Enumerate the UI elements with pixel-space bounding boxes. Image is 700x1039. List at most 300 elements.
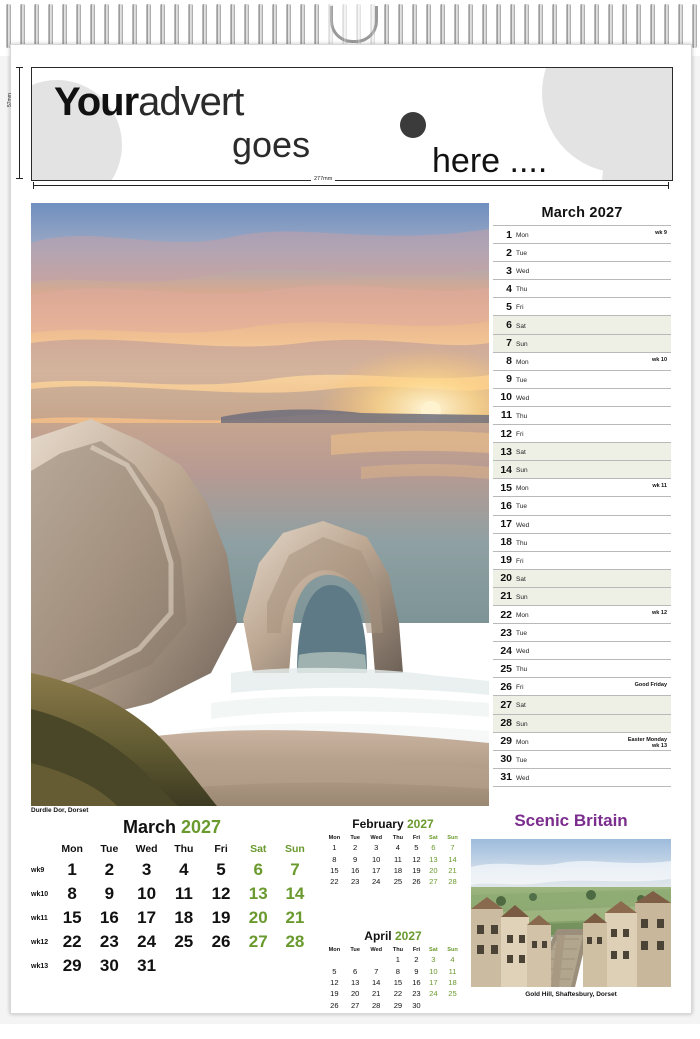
wire-loop xyxy=(76,4,81,48)
mini-date-cell[interactable]: 4 xyxy=(395,843,401,853)
day-note: wk 10 xyxy=(652,356,667,363)
day-number: 4 xyxy=(506,282,512,295)
date-cell[interactable]: 25 xyxy=(174,932,194,951)
day-row[interactable] xyxy=(493,279,671,297)
day-number: 5 xyxy=(506,300,512,313)
scenic-britain-title: Scenic Britain xyxy=(514,811,628,830)
date-cell[interactable] xyxy=(277,954,313,978)
wire-loop xyxy=(328,4,333,48)
date-cell[interactable]: 11 xyxy=(174,884,193,903)
mini-date-cell[interactable]: 26 xyxy=(412,877,421,887)
day-number: 15 xyxy=(500,481,512,494)
wire-loop xyxy=(440,4,445,48)
day-row[interactable] xyxy=(493,370,671,388)
week-row xyxy=(31,906,313,930)
wire-loop xyxy=(356,4,361,48)
day-name: Fri xyxy=(516,557,524,565)
day-row[interactable] xyxy=(493,334,671,352)
week-number: wk11 xyxy=(31,914,48,922)
day-name: Sun xyxy=(516,593,528,601)
date-cell[interactable]: 23 xyxy=(99,932,119,951)
durdle-door-illustration xyxy=(31,203,489,806)
mini-date-cell[interactable]: 13 xyxy=(350,977,360,987)
day-row[interactable] xyxy=(493,677,671,695)
day-name: Wed xyxy=(516,521,530,529)
day-name: Fri xyxy=(516,304,524,312)
month-column-title: March 2027 xyxy=(541,205,623,221)
date-cell[interactable]: 7 xyxy=(290,860,300,879)
mini-date-cell[interactable]: 14 xyxy=(371,977,381,987)
big-month-name: March xyxy=(122,817,176,837)
day-row[interactable] xyxy=(493,587,671,605)
mini-month-title-february xyxy=(323,817,463,831)
date-cell[interactable] xyxy=(240,954,277,978)
day-number: 18 xyxy=(500,536,512,549)
day-number: 31 xyxy=(500,771,512,784)
mini-date-cell[interactable]: 10 xyxy=(371,854,381,864)
mini-weekday-header: Fri xyxy=(412,947,420,953)
date-cell[interactable]: 13 xyxy=(248,884,268,903)
week-col-header xyxy=(31,842,54,858)
wire-loop xyxy=(230,4,235,48)
advert-width-label: 277mm xyxy=(311,176,335,182)
mini-date-cell[interactable]: 1 xyxy=(332,843,337,853)
mini-date-cell[interactable]: 5 xyxy=(414,843,419,853)
day-row[interactable] xyxy=(493,496,671,514)
mini-date-cell[interactable]: 15 xyxy=(393,977,403,987)
advert-height-guide xyxy=(19,67,20,179)
mini-date-cell[interactable]: 9 xyxy=(353,854,358,864)
advert-height-label: 57mm xyxy=(7,93,13,107)
wire-loop xyxy=(608,4,613,48)
mini-week-row xyxy=(323,876,463,887)
day-name: Sat xyxy=(516,449,526,457)
mini-date-cell[interactable]: 30 xyxy=(412,1000,421,1010)
mini-date-cell[interactable]: 21 xyxy=(448,865,457,875)
day-row[interactable] xyxy=(493,424,671,442)
scenic-britain-block xyxy=(471,811,671,1037)
mini-weekday-header: Tue xyxy=(350,947,360,953)
wire-loop xyxy=(272,4,277,48)
day-number: 25 xyxy=(500,662,512,675)
day-name: Mon xyxy=(516,612,529,620)
day-number: 11 xyxy=(500,409,512,422)
day-row[interactable] xyxy=(493,478,671,496)
wire-loop xyxy=(398,4,403,48)
mini-date-cell[interactable]: 25 xyxy=(393,877,403,887)
mini-date-cell[interactable]: 4 xyxy=(450,955,455,965)
wire-loop xyxy=(482,4,487,48)
date-cell[interactable]: 3 xyxy=(141,860,152,879)
day-name: Wed xyxy=(516,774,530,782)
mini-date-cell[interactable] xyxy=(425,1000,442,1011)
day-row[interactable] xyxy=(493,768,671,787)
mini-week-row xyxy=(323,988,463,999)
date-cell[interactable]: 8 xyxy=(67,884,77,903)
advert-line-3: here .... xyxy=(432,142,548,180)
advert-line-2: goes xyxy=(232,124,311,165)
day-name: Mon xyxy=(516,358,529,366)
day-name: Mon xyxy=(516,738,529,746)
wire-loop xyxy=(594,4,599,48)
mini-date-cell[interactable]: 16 xyxy=(350,865,360,875)
wire-loop xyxy=(118,4,123,48)
day-name: Sat xyxy=(516,322,526,330)
mini-date-cell[interactable]: 24 xyxy=(429,989,438,999)
wire-loop xyxy=(202,4,207,48)
wire-loop xyxy=(510,4,515,48)
mini-date-cell[interactable]: 23 xyxy=(350,877,360,887)
day-row[interactable] xyxy=(493,515,671,533)
mini-weekday-header: Sat xyxy=(429,947,438,953)
mini-date-cell[interactable]: 3 xyxy=(374,843,379,853)
day-row[interactable] xyxy=(493,460,671,478)
date-cell[interactable]: 30 xyxy=(99,956,119,975)
day-name: Mon xyxy=(516,232,529,240)
mini-weekday-header: Thu xyxy=(392,947,404,953)
mini-date-cell[interactable]: 25 xyxy=(448,989,457,999)
wire-loop xyxy=(314,4,319,48)
date-cell[interactable]: 18 xyxy=(174,908,194,927)
mini-date-cell[interactable]: 18 xyxy=(448,977,457,987)
mini-date-cell[interactable] xyxy=(346,954,365,965)
day-name: Thu xyxy=(516,539,528,547)
wire-loop xyxy=(426,4,431,48)
week-row xyxy=(31,882,313,906)
day-number: 19 xyxy=(500,554,512,567)
day-name: Tue xyxy=(516,376,527,384)
day-number: 26 xyxy=(500,680,512,693)
day-name: Wed xyxy=(516,648,530,656)
mini-date-cell[interactable]: 19 xyxy=(412,865,421,875)
scenic-photo xyxy=(471,839,671,987)
wire-loop xyxy=(146,4,151,48)
mini-date-cell[interactable]: 10 xyxy=(429,966,438,976)
wire-loop xyxy=(90,4,95,48)
mini-weekday-header: Sun xyxy=(447,947,458,953)
day-name: Sat xyxy=(516,575,526,583)
day-number: 21 xyxy=(500,590,512,603)
mini-date-cell[interactable]: 28 xyxy=(371,1000,381,1010)
mini-date-cell[interactable]: 16 xyxy=(412,977,421,987)
day-number: 28 xyxy=(500,717,512,730)
mini-date-cell[interactable]: 27 xyxy=(429,877,438,887)
day-row[interactable] xyxy=(493,442,671,460)
mini-date-cell[interactable]: 11 xyxy=(393,854,402,864)
date-cell[interactable]: 2 xyxy=(104,860,115,879)
wire-loop xyxy=(342,4,347,48)
day-name: Tue xyxy=(516,503,527,511)
day-number: 13 xyxy=(500,445,512,458)
mini-date-cell[interactable]: 9 xyxy=(414,966,419,976)
wire-loop xyxy=(62,4,67,48)
day-name: Fri xyxy=(516,431,524,439)
day-row[interactable] xyxy=(493,533,671,551)
mini-date-cell[interactable]: 14 xyxy=(448,854,457,864)
date-cell[interactable]: 20 xyxy=(248,908,268,927)
wire-loop xyxy=(566,4,571,48)
wire-loop xyxy=(244,4,249,48)
day-row[interactable] xyxy=(493,714,671,732)
weekday-header: Sun xyxy=(285,843,305,855)
mini-date-cell[interactable]: 2 xyxy=(353,843,358,853)
main-photo-caption: Durdle Dor, Dorset xyxy=(31,807,89,814)
date-cell[interactable]: 6 xyxy=(253,860,263,879)
mini-date-cell[interactable] xyxy=(323,954,346,965)
day-number: 14 xyxy=(500,463,512,476)
mini-date-cell[interactable]: 27 xyxy=(350,1000,360,1010)
day-row[interactable] xyxy=(493,569,671,587)
day-name: Wed xyxy=(516,394,530,402)
day-number: 16 xyxy=(500,499,512,512)
mini-weekday-header: Mon xyxy=(328,947,341,953)
day-number: 17 xyxy=(500,518,512,531)
day-row[interactable] xyxy=(493,551,671,569)
date-cell[interactable]: 14 xyxy=(285,884,305,903)
day-row[interactable] xyxy=(493,659,671,677)
day-row[interactable] xyxy=(493,406,671,424)
day-name: Tue xyxy=(516,630,527,638)
wire-loop xyxy=(384,4,389,48)
date-cell[interactable]: 22 xyxy=(62,932,82,951)
day-note: wk 11 xyxy=(652,483,667,490)
calendar-board xyxy=(7,44,692,1014)
weekday-header: Fri xyxy=(214,843,228,855)
mini-date-cell[interactable]: 7 xyxy=(450,843,455,853)
mini-month-name-april: April xyxy=(364,929,392,943)
date-cell[interactable]: 10 xyxy=(137,884,157,903)
date-cell[interactable]: 16 xyxy=(99,908,119,927)
wire-loop xyxy=(132,4,137,48)
big-month-grid xyxy=(31,817,313,1039)
big-month-table xyxy=(31,842,313,978)
day-number: 29 xyxy=(500,735,512,748)
advert-line-1-light: advert xyxy=(138,80,244,124)
day-row[interactable] xyxy=(493,732,671,750)
day-number: 3 xyxy=(506,264,512,277)
day-row[interactable] xyxy=(493,297,671,315)
day-name: Sun xyxy=(516,340,528,348)
mini-week-row xyxy=(323,977,463,988)
mini-date-cell[interactable]: 6 xyxy=(353,966,358,976)
wire-loop xyxy=(692,4,697,48)
day-name: Thu xyxy=(516,666,528,674)
weekday-header: Mon xyxy=(61,843,83,855)
week-number: wk12 xyxy=(31,938,49,946)
date-cell[interactable]: 5 xyxy=(216,860,226,879)
mini-date-cell[interactable]: 12 xyxy=(330,977,339,987)
wire-loop xyxy=(6,4,11,48)
decorative-dot xyxy=(400,112,426,138)
day-name: Thu xyxy=(516,286,528,294)
day-number: 8 xyxy=(506,355,512,368)
day-row[interactable] xyxy=(493,605,671,623)
weekday-header: Sat xyxy=(250,843,267,855)
day-number: 24 xyxy=(500,644,512,657)
day-name: Sat xyxy=(516,702,526,710)
week-number: wk10 xyxy=(31,890,49,898)
day-name: Wed xyxy=(516,268,530,276)
mini-date-cell[interactable]: 20 xyxy=(350,989,360,999)
wire-loop xyxy=(48,4,53,48)
week-number: wk13 xyxy=(31,962,49,970)
date-cell[interactable]: 4 xyxy=(179,860,189,879)
mini-weekday-header: Sun xyxy=(447,835,458,841)
day-number: 7 xyxy=(506,337,512,350)
wire-loop xyxy=(636,4,641,48)
wire-loop xyxy=(188,4,193,48)
advert-line-1 xyxy=(54,80,243,125)
date-cell[interactable]: 29 xyxy=(62,956,82,975)
day-number: 10 xyxy=(500,391,512,404)
date-cell[interactable]: 1 xyxy=(67,860,77,879)
day-number: 12 xyxy=(500,427,512,440)
mini-month-year-april: 2027 xyxy=(394,929,422,943)
day-note: Good Friday xyxy=(634,682,667,689)
mini-date-cell[interactable]: 26 xyxy=(330,1000,339,1010)
mini-date-cell[interactable]: 5 xyxy=(332,966,337,976)
day-name: Fri xyxy=(516,684,524,692)
mini-week-row xyxy=(323,842,463,853)
wire-loop xyxy=(300,4,305,48)
big-month-title xyxy=(31,817,313,838)
mini-date-cell[interactable]: 22 xyxy=(330,877,339,887)
wire-loop xyxy=(580,4,585,48)
mini-week-row xyxy=(323,865,463,876)
mini-weekday-header: Wed xyxy=(370,947,383,953)
mini-week-row xyxy=(323,965,463,976)
date-cell[interactable]: 28 xyxy=(285,932,305,951)
day-row[interactable] xyxy=(493,315,671,333)
week-row xyxy=(31,954,313,978)
day-name: Mon xyxy=(516,485,529,493)
mini-week-row xyxy=(323,954,463,965)
day-number: 2 xyxy=(506,246,512,259)
day-number: 27 xyxy=(500,698,512,711)
mini-date-cell[interactable]: 11 xyxy=(448,966,457,976)
date-cell[interactable]: 21 xyxy=(285,908,305,927)
mini-date-cell[interactable]: 15 xyxy=(330,865,339,875)
wire-loop xyxy=(538,4,543,48)
day-number: 1 xyxy=(506,228,512,241)
mini-date-cell[interactable]: 19 xyxy=(330,989,339,999)
day-number: 6 xyxy=(506,319,512,332)
mini-date-cell[interactable]: 2 xyxy=(414,955,419,965)
day-row[interactable] xyxy=(493,243,671,261)
day-name: Tue xyxy=(516,756,527,764)
mini-date-cell[interactable]: 7 xyxy=(374,966,379,976)
mini-date-cell[interactable] xyxy=(442,1000,463,1011)
day-row[interactable] xyxy=(493,695,671,713)
mini-date-cell[interactable]: 29 xyxy=(393,1000,403,1010)
wire-loop xyxy=(174,4,179,48)
date-cell[interactable]: 12 xyxy=(211,884,231,903)
wire-loop xyxy=(552,4,557,48)
day-number: 23 xyxy=(500,626,512,639)
mini-date-cell[interactable]: 13 xyxy=(429,854,438,864)
day-row[interactable] xyxy=(493,388,671,406)
big-month-year: 2027 xyxy=(180,817,222,837)
day-number: 22 xyxy=(500,608,512,621)
scenic-photo-caption: Gold Hill, Shaftesbury, Dorset xyxy=(525,991,617,998)
mini-month-table-february xyxy=(323,834,463,888)
mini-weekday-header: Sat xyxy=(429,835,438,841)
wire-loop xyxy=(650,4,655,48)
wire-loop xyxy=(20,4,25,48)
day-row[interactable] xyxy=(493,641,671,659)
mini-month-title-april xyxy=(323,929,463,943)
weekday-header: Tue xyxy=(100,843,119,855)
mini-date-cell[interactable]: 17 xyxy=(429,977,438,987)
day-number: 30 xyxy=(500,753,512,766)
mini-date-cell[interactable]: 18 xyxy=(393,865,403,875)
week-row xyxy=(31,930,313,954)
mini-month-table-april xyxy=(323,946,463,1011)
date-cell[interactable]: 24 xyxy=(137,932,157,951)
day-number: 9 xyxy=(506,373,512,386)
gold-hill-illustration xyxy=(471,839,671,987)
date-cell[interactable] xyxy=(202,954,239,978)
mini-date-cell[interactable]: 8 xyxy=(395,966,401,976)
mini-weekday-header: Wed xyxy=(370,835,383,841)
mini-date-cell[interactable]: 28 xyxy=(448,877,457,887)
advert-width-guide xyxy=(33,185,669,186)
day-name: Sun xyxy=(516,720,528,728)
wire-loop xyxy=(104,4,109,48)
date-cell[interactable]: 26 xyxy=(211,932,231,951)
mini-date-cell[interactable]: 20 xyxy=(429,865,438,875)
day-note: wk 9 xyxy=(655,230,667,236)
mini-date-cell[interactable]: 1 xyxy=(395,955,401,965)
month-day-column xyxy=(493,203,671,806)
day-row[interactable] xyxy=(493,623,671,641)
day-row[interactable] xyxy=(493,352,671,370)
mini-date-cell[interactable]: 12 xyxy=(412,854,421,864)
advert-panel[interactable] xyxy=(31,67,673,181)
mini-date-cell[interactable]: 23 xyxy=(412,989,421,999)
wire-loop xyxy=(524,4,529,48)
day-name: Tue xyxy=(516,250,527,258)
date-cell[interactable] xyxy=(165,954,202,978)
wire-loop xyxy=(664,4,669,48)
date-cell[interactable]: 17 xyxy=(137,908,157,927)
advert-line-1-bold: Your xyxy=(54,80,139,124)
week-number: wk9 xyxy=(31,866,45,874)
mini-weekday-header: Mon xyxy=(328,835,341,841)
date-cell[interactable]: 15 xyxy=(62,908,82,927)
date-cell[interactable]: 19 xyxy=(211,908,231,927)
mini-weekday-header: Thu xyxy=(392,835,404,841)
mini-date-cell[interactable]: 21 xyxy=(371,989,381,999)
mini-date-cell[interactable] xyxy=(365,954,388,965)
mini-month-february xyxy=(323,817,463,888)
wire-loop xyxy=(286,4,291,48)
mini-date-cell[interactable]: 6 xyxy=(431,843,436,853)
day-row[interactable] xyxy=(493,750,671,768)
mini-date-cell[interactable]: 8 xyxy=(332,854,337,864)
day-row[interactable] xyxy=(493,261,671,279)
mini-date-cell[interactable]: 24 xyxy=(371,877,381,887)
date-cell[interactable]: 9 xyxy=(104,884,115,903)
mini-week-row xyxy=(323,853,463,864)
mini-date-cell[interactable]: 17 xyxy=(371,865,381,875)
mini-month-april xyxy=(323,929,463,1011)
date-cell[interactable]: 31 xyxy=(137,956,157,975)
mini-date-cell[interactable]: 22 xyxy=(393,989,403,999)
date-cell[interactable]: 27 xyxy=(248,932,268,951)
mini-date-cell[interactable]: 3 xyxy=(431,955,436,965)
day-row[interactable] xyxy=(493,225,671,243)
